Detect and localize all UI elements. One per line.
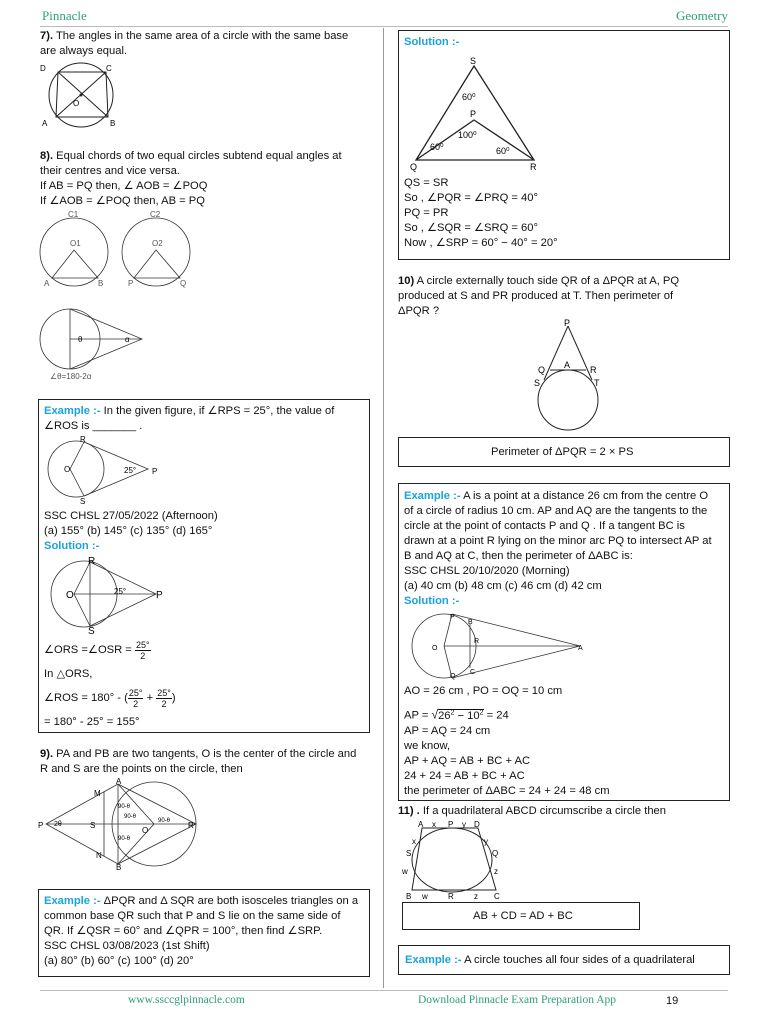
svg-text:Q: Q	[450, 673, 456, 680]
svg-text:z: z	[494, 867, 498, 876]
svg-text:T: T	[594, 378, 600, 388]
svg-text:R: R	[80, 435, 86, 444]
svg-text:S: S	[80, 497, 86, 506]
footer-website-link[interactable]: www.ssccglpinnacle.com	[128, 994, 245, 1006]
figure-tangent-angle	[38, 305, 148, 387]
figure-excircle	[530, 318, 620, 430]
svg-text:25°: 25°	[124, 466, 137, 475]
figure-same-segment-angles	[38, 62, 128, 132]
svg-text:60⁰: 60⁰	[430, 142, 444, 152]
svg-text:90-θ: 90-θ	[118, 804, 131, 810]
figure-rps-solution	[44, 554, 174, 636]
svg-text:C2: C2	[150, 210, 161, 219]
header-subject: Geometry	[676, 8, 728, 23]
svg-text:O1: O1	[70, 239, 81, 248]
point-7: 7). The angles in the same area of a circle with the same base are always equal.	[40, 30, 349, 57]
svg-text:P: P	[450, 614, 455, 621]
svg-text:A: A	[418, 820, 424, 829]
svg-text:B: B	[406, 892, 412, 901]
svg-text:A: A	[564, 360, 571, 370]
svg-text:Q: Q	[410, 162, 418, 172]
svg-text:C1: C1	[68, 210, 79, 219]
figure-two-tangents	[38, 778, 208, 870]
svg-text:y: y	[462, 820, 466, 829]
solution-steps: QS = SR So , ∠PQR = ∠PRQ = 40° PQ = PR So , ∠SQR = ∠SRQ = 60° Now , ∠SRP = 60° − 40° = 20°	[404, 177, 558, 249]
svg-text:O2: O2	[152, 239, 163, 248]
figure-circumscribed-quadrilateral	[398, 820, 508, 900]
perimeter-box: Perimeter of ΔPQR = 2 × PS	[398, 437, 730, 467]
svg-text:O: O	[432, 645, 438, 652]
svg-text:S: S	[470, 56, 477, 66]
svg-text:60⁰: 60⁰	[462, 92, 476, 102]
svg-text:S: S	[406, 849, 412, 858]
example-pqr-sqr-question: Example :- ΔPQR and Δ SQR are both isosceles triangles on a common base QR such that P and S lie on the same side of QR. If ∠QSR = 60° and ∠QPR = 100°, then find ∠SRP. SSC CHSL 03/08/2023 (1st Shift) (a) 80° (b) 60° (c) 100° (d) 20°	[44, 895, 359, 967]
svg-text:R: R	[448, 892, 454, 901]
figure-rps	[44, 436, 164, 506]
point-11: 11) . If a quadrilateral ABCD circumscribe a circle then	[398, 805, 667, 817]
svg-text:O: O	[64, 465, 71, 474]
svg-text:∠θ=180-2α: ∠θ=180-2α	[50, 372, 92, 381]
solution-label: Solution :-	[404, 36, 460, 48]
point-9: 9). PA and PB are two tangents, O is the center of the circle and R and S are the points on the circle, then	[40, 748, 357, 775]
column-divider	[383, 28, 384, 988]
svg-text:C: C	[494, 892, 500, 901]
svg-text:90-θ: 90-θ	[158, 818, 171, 824]
page-number: 19	[666, 995, 679, 1007]
example-tangent-perimeter-question: Example :- A is a point at a distance 26 cm from the centre O of a circle of radius 10 cm. AP and AQ are the tangents to the circle at the point of contacts P and Q . If a tangent BC is drawn at a point R lying on the minor arc PQ to intersect AP at B and AQ at C, then the perimeter of ΔABC is: SSC CHSL 20/10/2020 (Morning) (a) 40 cm (b) 48 cm (c) 46 cm (d) 42 cm Solution :-	[404, 490, 712, 607]
svg-text:α: α	[125, 335, 130, 344]
svg-text:B: B	[468, 619, 473, 626]
example-box-quadrilateral: Example :- A circle touches all four sides of a quadrilateral	[398, 945, 730, 975]
svg-text:2θ: 2θ	[54, 821, 62, 828]
figure-isosceles-triangles	[408, 54, 548, 172]
svg-text:D: D	[474, 820, 480, 829]
svg-text:M: M	[94, 789, 101, 798]
svg-text:x: x	[432, 820, 436, 829]
svg-text:P: P	[152, 467, 158, 476]
svg-text:P: P	[564, 318, 571, 328]
figure-equal-circles	[38, 210, 198, 290]
svg-text:B: B	[98, 279, 104, 288]
svg-text:A: A	[44, 279, 50, 288]
svg-text:R: R	[474, 638, 480, 645]
svg-text:x: x	[412, 837, 416, 846]
svg-text:B: B	[110, 119, 116, 128]
svg-text:θ: θ	[78, 335, 83, 344]
example-tangent-perimeter-solution: AO = 26 cm , PO = OQ = 10 cm AP = $√26^2 - 10^2 = 24$ AP = AQ = 24 cm we know, AP + AQ = AB + BC + AC 24 + 24 = AB + BC + AC the perimeter of ΔABC = 24 + 24 = 48 cm	[404, 685, 610, 797]
svg-text:100⁰: 100⁰	[458, 130, 477, 140]
svg-text:P: P	[448, 820, 454, 829]
example-rps-meta: SSC CHSL 27/05/2022 (Afternoon) (a) 155° (b) 145° (c) 135° (d) 165° Solution :-	[44, 510, 218, 552]
svg-text:P: P	[470, 109, 477, 119]
svg-text:R: R	[88, 556, 96, 567]
svg-text:R: R	[188, 821, 194, 830]
abcd-box: AB + CD = AD + BC	[402, 902, 640, 930]
svg-text:90-θ: 90-θ	[124, 814, 137, 820]
svg-text:A: A	[116, 777, 122, 786]
svg-text:P: P	[128, 279, 134, 288]
svg-text:O: O	[73, 99, 80, 108]
svg-text:R: R	[590, 365, 597, 375]
svg-text:Q: Q	[180, 279, 187, 288]
svg-text:B: B	[116, 863, 122, 872]
svg-text:D: D	[40, 64, 46, 73]
svg-text:C: C	[470, 669, 476, 676]
example-rps-question: Example :- In the given figure, if ∠RPS = 25°, the value of ∠ROS is _______ .	[44, 405, 335, 432]
svg-text:A: A	[578, 645, 583, 652]
svg-text:z: z	[474, 892, 478, 901]
example-rps-solution: ∠ORS =∠OSR = $\frac{25^\circ}{2}$ In △ORS, ∠ROS = 180° - ( $\frac{25^\circ}{2}$ + $\frac{25^\circ}{2}$ ) = 180° - 25° = 155°	[44, 639, 176, 728]
svg-text:Q: Q	[492, 849, 499, 858]
svg-text:S: S	[90, 821, 96, 830]
svg-text:N: N	[96, 851, 102, 860]
svg-text:S: S	[88, 626, 95, 637]
svg-text:S: S	[534, 378, 541, 388]
svg-text:Q: Q	[538, 365, 546, 375]
svg-text:w: w	[402, 867, 408, 876]
svg-text:w: w	[422, 892, 428, 901]
point-10: 10) A circle externally touch side QR of a ΔPQR at A, PQ produced at S and PR produced at T. Then perimeter of ΔPQR ?	[398, 275, 680, 317]
figure-tangent-triangle	[404, 610, 584, 680]
svg-text:O: O	[142, 826, 149, 835]
point-8: 8). Equal chords of two equal circles subtend equal angles at their centres and vice versa. If AB = PQ then, ∠ AOB = ∠POQ If ∠AOB = ∠POQ then, AB = PQ	[40, 150, 342, 207]
header-rule	[40, 26, 728, 27]
footer-app-link[interactable]: Download Pinnacle Exam Preparation App	[418, 994, 617, 1006]
svg-text:60⁰: 60⁰	[496, 146, 510, 156]
svg-text:25°: 25°	[114, 587, 127, 596]
svg-text:O: O	[66, 590, 74, 601]
svg-text:P: P	[156, 590, 163, 601]
footer-rule	[40, 990, 728, 991]
svg-text:A: A	[42, 119, 48, 128]
svg-text:R: R	[530, 162, 537, 172]
svg-text:P: P	[38, 821, 44, 830]
svg-text:y: y	[484, 837, 488, 846]
svg-text:90-θ: 90-θ	[118, 836, 131, 842]
header-brand: Pinnacle	[42, 8, 87, 23]
svg-text:C: C	[106, 64, 112, 73]
